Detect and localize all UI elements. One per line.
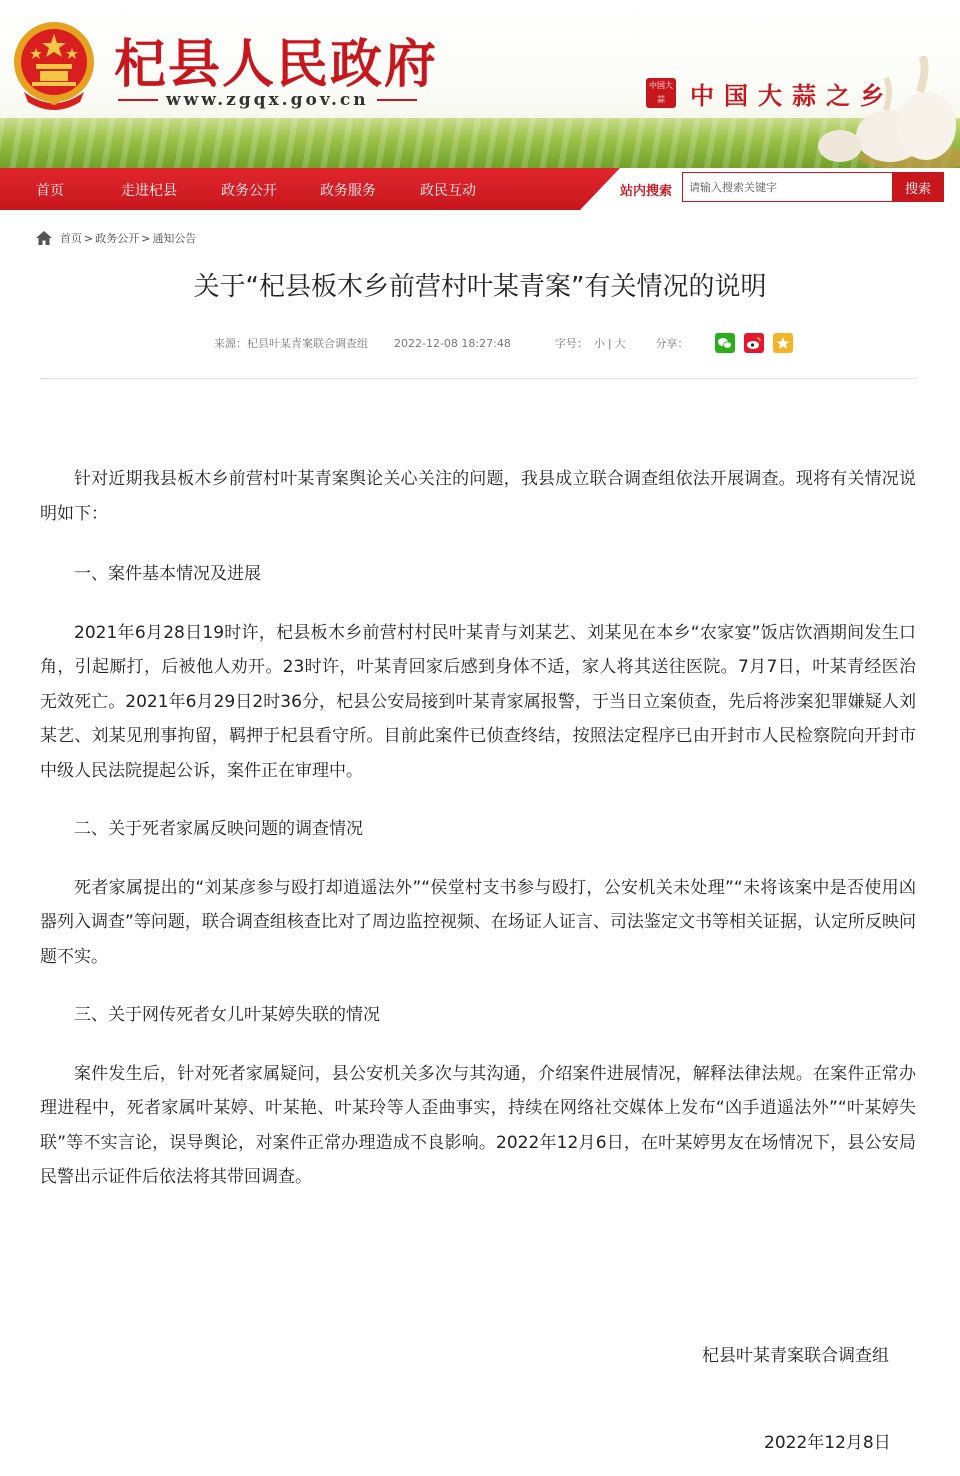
nav-item-about[interactable]: 走进杞县 — [121, 183, 177, 199]
nav-item-services[interactable]: 政务服务 — [320, 183, 376, 199]
breadcrumb-home[interactable]: 首页 — [60, 232, 82, 245]
signature-date: 2022年12月8日 — [764, 1433, 891, 1453]
intro-paragraph: 针对近期我县板木乡前营村叶某青案舆论关心关注的问题，我县成立联合调查组依法开展调查。现将有关情况说明如下： — [40, 469, 916, 524]
font-size-large[interactable]: 大 — [614, 337, 626, 350]
font-size-small[interactable]: 小 — [593, 337, 605, 350]
article-title: 关于“杞县板木乡前营村叶某青案”有关情况的说明 — [193, 272, 767, 302]
section-1-paragraph: 2021年6月28日19时许，杞县板木乡前营村村民叶某青与刘某艺、刘某见在本乡“农家宴”饭店饮酒期间发生口角，引起厮打，后被他人劝开。23时许，叶某青回家后感到身体不适，家人将其送往医院。7月7日，叶某青经医治无效死亡。2021年6月29日2时36分，杞县公安局接到叶某青家属报警，于当日立案侦查，先后将涉案犯罪嫌疑人刘某艺、刘某见刑事拘留，羁押于杞县看守所。目前此案件已侦查终结，按照法定程序已由开封市人民检察院向开封市中级人民法院提起公诉，案件正在审理中。 — [40, 622, 916, 781]
header-banner — [0, 0, 960, 168]
slogan: 中国大蒜之乡 — [690, 81, 894, 110]
breadcrumb — [36, 230, 196, 246]
weibo-icon[interactable] — [744, 333, 764, 353]
publish-datetime: 2022-12-08 18:27:48 — [394, 336, 511, 350]
wechat-icon[interactable] — [715, 333, 735, 353]
section-2-paragraph: 死者家属提出的“刘某彦参与殴打却逍遥法外”“侯堂村支书参与殴打，公安机关未处理”“未将该案中是否使用凶器列入调查”等问题，联合调查组核查比对了周边监控视频、在场证人证言、司法鉴定文书等相关证据，认定所反映问题不实。 — [40, 877, 916, 967]
nav-item-home[interactable]: 首页 — [36, 183, 64, 199]
section-1-heading: 一、案件基本情况及进展 — [74, 564, 261, 584]
search-input[interactable] — [682, 172, 892, 202]
share-label: 分享： — [655, 337, 689, 350]
slogan-seal: 中国大蒜 — [646, 78, 676, 108]
section-3-heading: 三、关于网传死者女儿叶某婷失联的情况 — [74, 1005, 380, 1025]
nav-item-interact[interactable]: 政民互动 — [420, 183, 476, 199]
garlic-icon — [800, 56, 960, 168]
section-2-heading: 二、关于死者家属反映问题的调查情况 — [74, 819, 363, 839]
header-divider — [40, 378, 916, 379]
breadcrumb-separator: > — [141, 231, 151, 245]
breadcrumb-separator: > — [84, 231, 94, 245]
source-label: 来源： — [214, 337, 247, 350]
site-title[interactable]: 杞县人民政府 — [114, 34, 439, 95]
site-url-line — [118, 90, 417, 110]
font-size-label: 字号： — [554, 337, 588, 350]
national-emblem-icon — [10, 18, 98, 114]
source-value: 杞县叶某青案联合调查组 — [247, 337, 368, 350]
font-size-separator: | — [607, 336, 612, 350]
search-button[interactable]: 搜索 — [892, 172, 944, 202]
article-meta — [214, 333, 802, 353]
favorite-icon[interactable] — [773, 333, 793, 353]
search-label: 站内搜索 — [620, 184, 673, 199]
section-3-paragraph: 案件发生后，针对死者家属疑问，县公安机关多次与其沟通，介绍案件进展情况，解释法律法规。在案件正常办理进程中，死者家属叶某婷、叶某艳、叶某玲等人歪曲事实，持续在网络社交媒体上发布“凶手逍遥法外”“叶某婷失联”等不实言论，误导舆论，对案件正常办理造成不良影响。2022年12月6日，在叶某婷男友在场情况下，县公安局民警出示证件后依法将其带回调查。 — [40, 1063, 916, 1187]
site-url[interactable]: www.zgqx.gov.cn — [166, 90, 369, 110]
article-content — [40, 462, 916, 1195]
breadcrumb-gov-open[interactable]: 政务公开 — [95, 232, 140, 245]
nav-item-gov-open[interactable]: 政务公开 — [221, 183, 277, 199]
home-icon[interactable] — [36, 231, 52, 245]
breadcrumb-notices[interactable]: 通知公告 — [152, 232, 197, 245]
signature: 杞县叶某青案联合调查组 — [702, 1346, 889, 1366]
